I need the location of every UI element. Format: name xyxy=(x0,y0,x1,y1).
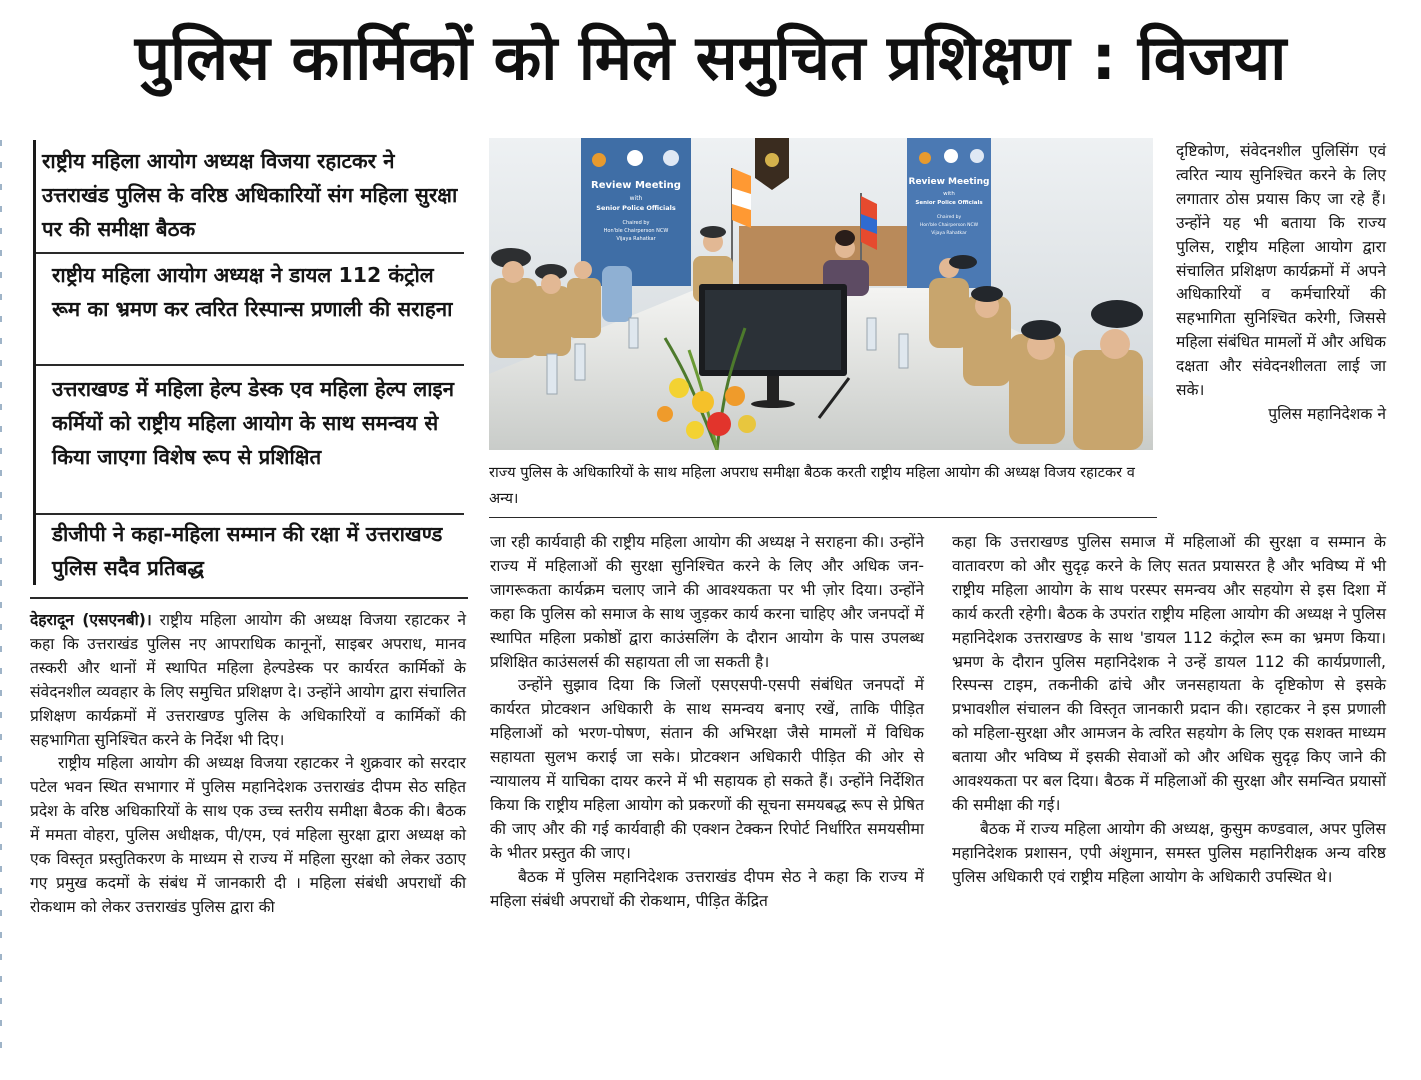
column3-para2: बैठक में राज्य महिला आयोग की अध्यक्ष, कुसुम कण्डवाल, अपर पुलिस महानिदेशक प्रशासन, एपी अंशुमान, समस्त पुलिस महानिरीक्षक अन्य वरिष्ठ पुलिस अधिकारी एवं राष्ट्रीय महिला आयोग के अधिकारी उपस्थित थे। xyxy=(952,819,1386,886)
column1-para1: राष्ट्रीय महिला आयोग की अध्यक्ष विजया रहाटकर ने कहा कि उत्तराखंड पुलिस नए आपराधिक कानूनों, साइबर अपराध, मानव तस्करी और थानों में स्थापित महिला हेल्पडेस्क पर कार्यरत कार्मिकों के संवेदनशील व्यवहार के लिए समुचित प्रशिक्षण दे। उन्होंने आयोग द्वारा संचालित प्रशिक्षण कार्यक्रमों में उत्तराखण्ड पुलिस के अधिकारियों व कार्मिकों की सहभागिता सुनिश्चित करने के निर्देश भी दिए। xyxy=(30,611,466,749)
meeting-photo-illustration xyxy=(489,138,1153,450)
column1-para2: राष्ट्रीय महिला आयोग की अध्यक्ष विजया रहाटकर ने शुक्रवार को सरदार पटेल भवन स्थित सभागार में पुलिस महानिदेशक उत्तराखंड दीपम सेठ सहित प्रदेश के वरिष्ठ अधिकारियों के साथ एक उच्च स्तरीय समीक्षा बैठक की। बैठक में ममता वोहरा, पुलिस अधीक्षक, पी/एम, एवं महिला सुरक्षा द्वारा अध्यक्ष को एक विस्तृत प्रस्तुतिकरण के माध्यम से राज्य में महिला सुरक्षा को लेकर उठाए गए प्रमुख कदमों के संबंध में जानकारी दी । महिला संबंधी अपराधों की रोकथाम को लेकर उत्तराखंड पुलिस द्वारा की xyxy=(30,754,466,916)
highlight-4: डीजीपी ने कहा-महिला सम्मान की रक्षा में उत्तराखण्ड पुलिस सदैव प्रतिबद्ध xyxy=(52,522,443,580)
column2 xyxy=(490,531,924,914)
margin-dots xyxy=(0,140,2,1060)
banner-chair-right: Hon'ble Chairperson NCW xyxy=(919,223,979,228)
banner-title-right: Review Meeting xyxy=(908,177,990,187)
column3-top xyxy=(1176,140,1386,427)
column3 xyxy=(952,531,1386,890)
banner-chaired-left: Chaired by xyxy=(622,220,650,226)
headline: पुलिस कार्मिकों को मिले समुचित प्रशिक्षण : विजया xyxy=(134,21,1287,94)
column3-top-para-start: पुलिस महानिदेशक ने xyxy=(1268,404,1386,423)
column2-para1: जा रही कार्यवाही की राष्ट्रीय महिला आयोग की अध्यक्ष ने सराहना की। उन्होंने राज्य में महिलाओं की सुरक्षा सुनिश्चित करने के लिए और अधिक जन-जागरूकता कार्यक्रम चलाए जाने की आवश्यकता पर भी ज़ोर दिया। उन्होंने कहा कि पुलिस को समाज के साथ जुड़कर कार्य करना चाहिए और जनपदों में स्थापित महिला प्रकोष्ठों द्वारा काउंसलिंग के दौरान आयोग के पास उपलब्ध प्रशिक्षित काउंसलर्स की सहायता ली जा सकती है। xyxy=(490,533,924,671)
banner-person-left: Vijaya Rahatkar xyxy=(616,236,656,242)
banner-subtitle-left: Senior Police Officials xyxy=(596,204,676,212)
section-divider xyxy=(30,597,468,599)
banner-chaired-right: Chaired by xyxy=(936,215,962,220)
caption-divider xyxy=(489,517,1157,518)
banner-subtitle-right: Senior Police Officials xyxy=(915,200,983,206)
banner-with-right: with xyxy=(943,191,955,197)
banner-with-left: with xyxy=(629,195,643,202)
meeting-photo xyxy=(489,138,1153,450)
banner-chair-left: Hon'ble Chairperson NCW xyxy=(603,228,669,234)
column1 xyxy=(30,609,466,920)
highlight-divider xyxy=(36,364,464,366)
column2-para2: उन्होंने सुझाव दिया कि जिलों एसएसपी-एसपी संबंधित जनपदों में कार्यरत प्रोटक्शन अधिकारी के साथ समन्वय बनाए रखें, ताकि पीड़ित महिलाओं को भरण-पोषण, संतान की अभिरक्षा जैसे मामलों में विधिक सहायता सुलभ कराई जा सके। प्रोटक्शन अधिकारी पीड़ित की ओर से न्यायालय में याचिका दायर करने में भी सहायक हो सकते हैं। उन्होंने निर्देशित किया कि राष्ट्रीय महिला आयोग को प्रकरणों की सूचना समयबद्ध रूप से प्रेषित की जाए और की गई कार्यवाही की एक्शन टेक्कन रिपोर्ट निर्धारित समयसीमा के भीतर प्रस्तुत की जाए। xyxy=(490,676,924,862)
photo-caption: राज्य पुलिस के अधिकारियों के साथ महिला अपराध समीक्षा बैठक करती राष्ट्रीय महिला आयोग की अध्यक्ष विजय रहाटकर व अन्य। xyxy=(489,464,1135,507)
highlight-3: उत्तराखण्ड में महिला हेल्प डेस्क एव महिला हेल्प लाइन कर्मियों को राष्ट्रीय महिला आयोग के साथ समन्वय से किया जाएगा विशेष रूप से प्रशिक्षित xyxy=(52,377,454,469)
banner-title-left: Review Meeting xyxy=(591,180,681,191)
column3-para1: कहा कि उत्तराखण्ड पुलिस समाज में महिलाओं की सुरक्षा व सम्मान के वातावरण को और सुदृढ़ करने के लिए सतत प्रयासरत है और भविष्य में भी राष्ट्रीय महिला आयोग के साथ परस्पर समन्वय और सहयोग से इस दिशा में कार्य करती रहेगी। बैठक के उपरांत राष्ट्रीय महिला आयोग की अध्यक्ष ने पुलिस महानिदेशक उत्तराखण्ड के साथ 'डायल 112 कंट्रोल रूम का भ्रमण किया। भ्रमण के दौरान पुलिस महानिदेशक ने उन्हें डायल 112 की कार्यप्रणाली, रिस्पन्स टाइम, तकनीकी ढांचे और जनसहायता के दृष्टिकोण से इसके प्रभावशील संचालन की विस्तृत जानकारी प्रदान की। रहाटकर ने इस प्रणाली को महिला-सुरक्षा और आमजन के त्वरित सहयोग के लिए एक सशक्त माध्यम बताया और भविष्य में इसकी सेवाओं को और अधिक सुदृढ़ किए जाने की आवश्यकता पर बल दिया। बैठक में महिलाओं की सुरक्षा और समन्वित प्रयासों की समीक्षा की गई। xyxy=(952,533,1386,814)
highlight-2: राष्ट्रीय महिला आयोग अध्यक्ष ने डायल 112 कंट्रोल रूम का भ्रमण कर त्वरित रिस्पान्स प्रणाली की सराहना xyxy=(52,263,453,321)
highlight-divider xyxy=(36,513,464,515)
banner-person-right: Vijaya Rahatkar xyxy=(931,231,967,236)
highlight-divider xyxy=(36,252,464,254)
dateline: देहरादून (एसएनबी)। xyxy=(30,611,152,629)
column3-top-para: दृष्टिकोण, संवेदनशील पुलिसिंग एवं त्वरित न्याय सुनिश्चित करने के लिए लगातार ठोस प्रयास किए जा रहे हैं। उन्होंने यह भी बताया कि राज्य पुलिस, राष्ट्रीय महिला आयोग द्वारा संचालित प्रशिक्षण कार्यक्रमों में अपने अधिकारियों व कर्मचारियों की सहभागिता सुनिश्चित करेगी, जिससे महिला संबंधित मामलों में और अधिक दक्षता और संवेदनशीलता लाई जा सके। xyxy=(1176,142,1386,400)
column2-para3: बैठक में पुलिस महानिदेशक उत्तराखंड दीपम सेठ ने कहा कि राज्य में महिला संबंधी अपराधों की रोकथाम, पीड़ित केंद्रित xyxy=(490,867,924,910)
highlight-1: राष्ट्रीय महिला आयोग अध्यक्ष विजया रहाटकर ने उत्तराखंड पुलिस के वरिष्ठ अधिकारियों संग महिला सुरक्षा पर की समीक्षा बैठक xyxy=(42,149,458,241)
highlights-rule xyxy=(33,140,36,585)
